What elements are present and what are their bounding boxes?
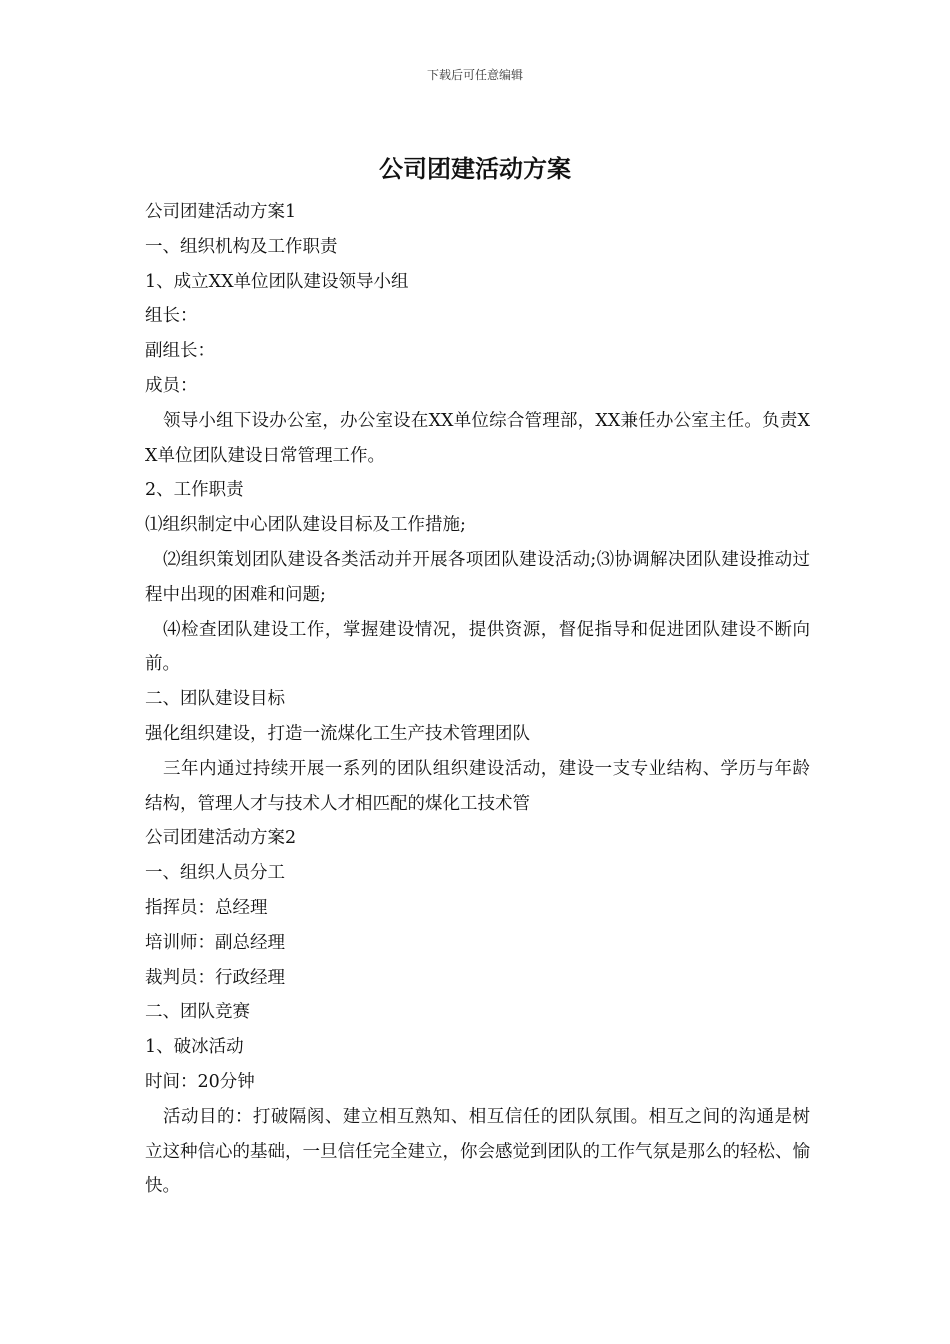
paragraph: 二、团队竞赛 (145, 1002, 250, 1023)
paragraph: 裁判员：行政经理 (145, 967, 285, 988)
paragraph: 一、组织人员分工 (145, 863, 285, 884)
paragraph: 活动目的：打破隔阂、建立相互熟知、相互信任的团队氛围。相互之间的沟通是树立这种信心的基础，一旦信任完全建立，你会感觉到团队的工作气氛是那么的轻松、愉快。 (145, 1106, 810, 1197)
paragraph: 二、团队建设目标 (145, 689, 285, 710)
section-heading-plan-1: 公司团建活动方案1 (145, 202, 297, 222)
paragraph: 1、成立XX单位团队建设领导小组 (145, 271, 409, 292)
paragraph: ⑵组织策划团队建设各类活动并开展各项团队建设活动;⑶协调解决团队建设推动过程中出现的困难和问题; (145, 549, 810, 605)
paragraph: 一、组织机构及工作职责 (145, 236, 338, 257)
paragraph: 2、工作职责 (145, 480, 244, 501)
paragraph: 时间：20分钟 (145, 1071, 255, 1092)
document-body (145, 195, 810, 1204)
paragraph: 副组长： (145, 341, 215, 362)
paragraph: ⑷检查团队建设工作，掌握建设情况，提供资源，督促指导和促进团队建设不断向前。 (145, 619, 810, 675)
paragraph: 培训师：副总经理 (145, 932, 285, 953)
paragraph: 三年内通过持续开展一系列的团队组织建设活动，建设一支专业结构、学历与年龄结构，管理人才与技术人才相匹配的煤化工技术管 (145, 758, 810, 814)
paragraph: 强化组织建设，打造一流煤化工生产技术管理团队 (145, 723, 530, 744)
paragraph: 成员： (145, 375, 198, 396)
paragraph: 组长： (145, 306, 198, 327)
paragraph: 1、破冰活动 (145, 1037, 244, 1058)
header-note: 下载后可任意编辑 (426, 68, 523, 82)
paragraph: ⑴组织制定中心团队建设目标及工作措施; (145, 515, 466, 536)
paragraph: 领导小组下设办公室，办公室设在XX单位综合管理部，XX兼任办公室主任。负责XX单位团队建设日常管理工作。 (145, 410, 810, 466)
document-title: 公司团建活动方案 (379, 154, 571, 183)
section-heading-plan-2: 公司团建活动方案2 (145, 828, 297, 849)
paragraph: 指挥员：总经理 (145, 897, 268, 918)
